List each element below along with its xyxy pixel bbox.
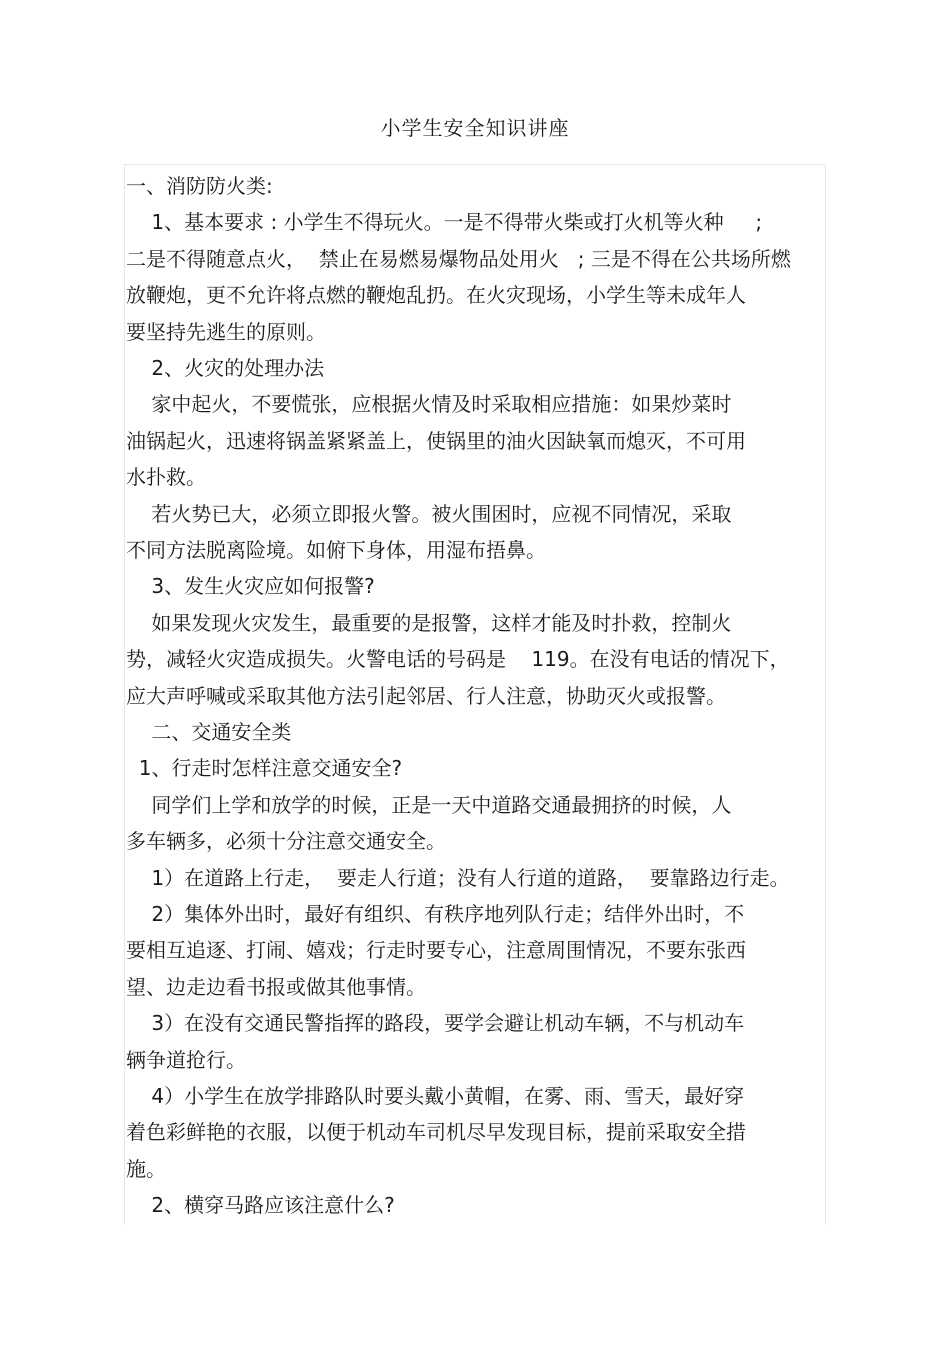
text-line: 着色彩鲜艳的衣服，以便于机动车司机尽早发现目标，提前采取安全措 bbox=[126, 1120, 746, 1145]
page-title: 小学生安全知识讲座 bbox=[380, 116, 570, 140]
text-line: 3）在没有交通民警指挥的路段，要学会避让机动车辆，不与机动车 bbox=[126, 1011, 745, 1036]
text-line: 1、行走时怎样注意交通安全? bbox=[126, 756, 403, 781]
text-line: 一、消防防火类: bbox=[126, 174, 273, 198]
text-line: 多车辆多，必须十分注意交通安全。 bbox=[126, 829, 446, 854]
text-line: 二、交通安全类 bbox=[126, 720, 292, 744]
text-line: 应大声呼喊或采取其他方法引起邻居、行人注意，协助灭火或报警。 bbox=[126, 683, 726, 708]
text-line: 2、横穿马路应该注意什么? bbox=[126, 1193, 395, 1218]
text-line: 要相互追逐、打闹、嬉戏；行走时要专心，注意周围情况，不要东张西 bbox=[126, 938, 746, 963]
text-line: 如果发现火灾发生，最重要的是报警，这样才能及时扑救，控制火 bbox=[126, 610, 732, 635]
text-line: 油锅起火，迅速将锅盖紧紧盖上，使锅里的油火因缺氧而熄灭，不可用 bbox=[126, 428, 746, 453]
text-line: 施。 bbox=[126, 1156, 166, 1181]
text-line: 要坚持先逃生的原则。 bbox=[126, 319, 326, 344]
text-line: 1）在道路上行走， 要走人行道；没有人行道的道路， 要靠路边行走。 bbox=[126, 865, 790, 890]
text-line: 放鞭炮，更不允许将点燃的鞭炮乱扔。在火灾现场，小学生等未成年人 bbox=[126, 283, 746, 308]
text-line: 3、发生火灾应如何报警? bbox=[126, 574, 375, 599]
text-line: 势，减轻火灾造成损失。火警电话的号码是 119。在没有电话的情况下， bbox=[126, 647, 790, 672]
text-line: 家中起火，不要慌张，应根据火情及时采取相应措施：如果炒菜时 bbox=[126, 392, 732, 417]
text-line: 辆争道抢行。 bbox=[126, 1047, 246, 1072]
text-line: 1、基本要求 : 小学生不得玩火。一是不得带火柴或打火机等火种 ; bbox=[126, 210, 763, 235]
text-line: 水扑救。 bbox=[126, 465, 206, 490]
text-line: 4）小学生在放学排路队时要头戴小黄帽，在雾、雨、雪天，最好穿 bbox=[126, 1084, 745, 1108]
text-line: 2、火灾的处理办法 bbox=[126, 356, 325, 380]
text-line: 若火势已大，必须立即报火警。被火围困时，应视不同情况，采取 bbox=[126, 501, 732, 526]
text-line: 不同方法脱离险境。如俯下身体，用湿布捂鼻。 bbox=[126, 538, 546, 562]
text-line: 二是不得随意点火， 禁止在易燃易爆物品处用火 ; 三是不得在公共场所燃 bbox=[126, 246, 791, 271]
text-line: 同学们上学和放学的时候，正是一天中道路交通最拥挤的时候，人 bbox=[126, 792, 732, 817]
text-line: 2）集体外出时，最好有组织、有秩序地列队行走；结伴外出时，不 bbox=[126, 902, 745, 926]
text-line: 望、边走边看书报或做其他事情。 bbox=[126, 974, 426, 999]
